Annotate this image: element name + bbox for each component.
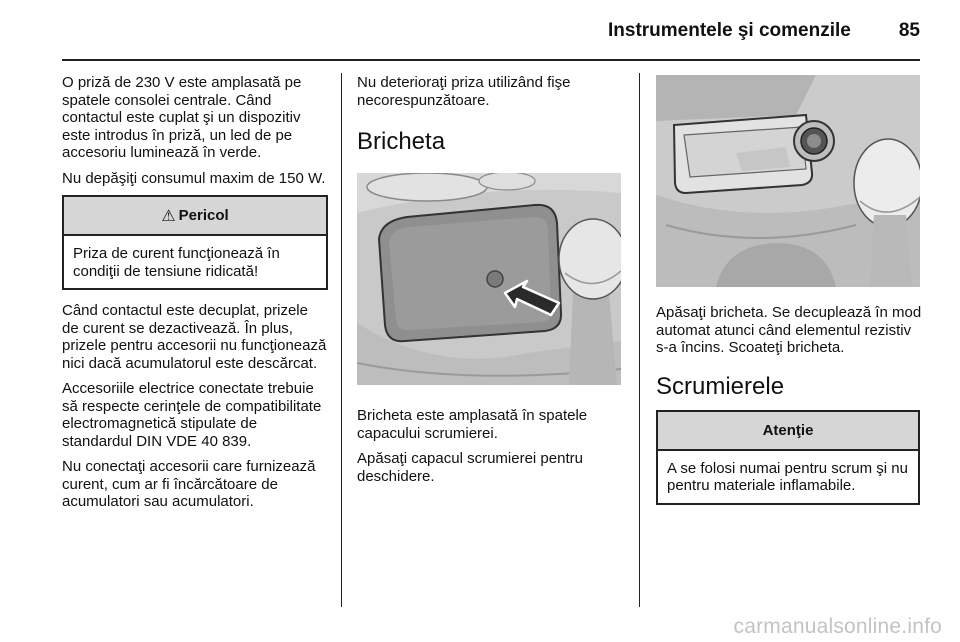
section-heading: Scrumierele [656,372,785,400]
column-left [62,74,328,519]
warning-triangle-icon: ⚠ [161,207,176,225]
notice-title: Atenţie [762,421,814,439]
paragraph: Nu depăşiţi consumul maxim de 150 W. [62,169,326,187]
console-drawing [357,173,621,385]
watermark: carmanualsonline.info [733,615,942,638]
header-rule [62,59,920,61]
paragraph: Bricheta este amplasată în spatele capacului scrumierei. [357,407,588,442]
lighter-illustration [656,75,920,287]
danger-box [62,195,328,290]
danger-text: Priza de curent funcţionează în condiţii de tensiune ridicată! [73,245,280,280]
section-title: Instrumentele şi comenzile [608,20,851,41]
notice-box [656,410,920,505]
paragraph: Apăsaţi bricheta. Se decuplează în mod automat atunci când elementul rezistiv s-a încins. Scoateţi bricheta. [656,304,922,356]
column-divider [341,73,342,607]
section-heading: Bricheta [357,128,446,155]
paragraph: Nu conectaţi accesorii care furnizează curent, cum ar fi încărcătoare de acumulatori sau acumulatori. [62,458,316,510]
paragraph: Nu deterioraţi priza utilizând fişe necorespunzătoare. [357,74,571,109]
column-divider [639,73,640,607]
lighter-drawing [656,75,920,287]
lighter-cover-illustration [357,173,621,385]
notice-text: A se folosi numai pentru scrum şi nu pentru materiale inflamabile. [667,459,908,494]
page-header [62,16,920,46]
page-number: 85 [898,20,920,41]
notice-box-header [658,412,918,451]
danger-box-header [64,197,326,236]
paragraph: O priză de 230 V este amplasată pe spatele consolei centrale. Când contactul este cuplat şi un dispozitiv este introdus în priză, un led de pe accesoriu luminează în verde. [62,74,302,161]
column-middle [357,74,627,493]
column-right [656,74,922,505]
danger-title: Pericol [178,207,229,224]
paragraph: Când contactul este decuplat, prizele de curent se dezactivează. În plus, prizele pentru accesorii nu funcţionează nici dacă acumulatorul este descărcat. [62,302,327,372]
paragraph: Apăsaţi capacul scrumierei pentru deschidere. [357,450,583,485]
paragraph: Accesoriile electrice conectate trebuie să respecte cerinţele de compatibilitate electromagnetică stipulate de standardul DIN VDE 40 839. [62,380,322,450]
